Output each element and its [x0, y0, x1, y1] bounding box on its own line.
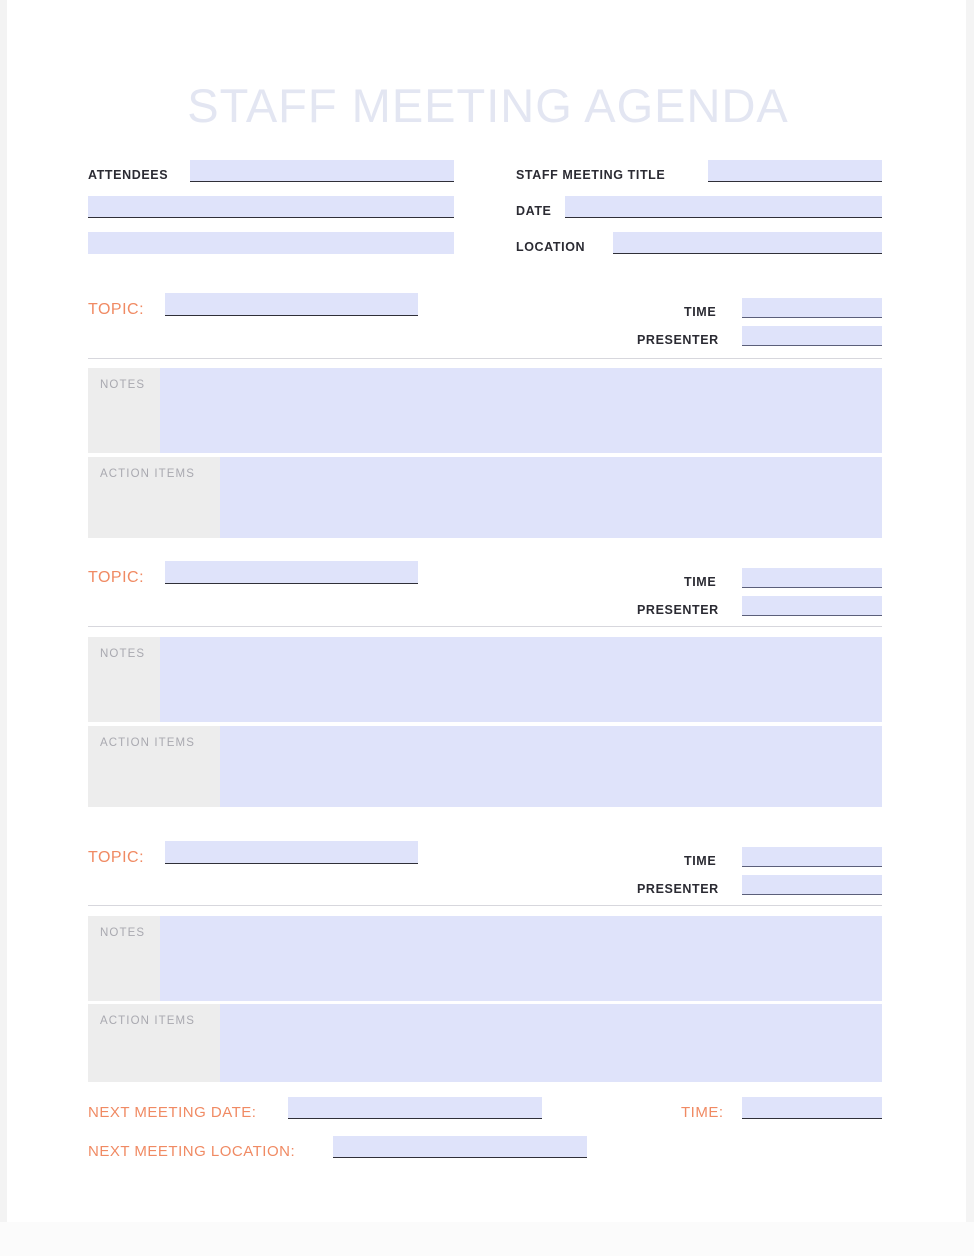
- location-label: LOCATION: [516, 240, 586, 254]
- topic-3-time-label: TIME: [684, 854, 717, 868]
- topic-3-time-input[interactable]: [742, 847, 882, 867]
- attendees-input-2[interactable]: [88, 196, 454, 218]
- topic-2-presenter-input[interactable]: [742, 596, 882, 616]
- topic-2-time-label: TIME: [684, 575, 717, 589]
- next-meeting-location-label: NEXT MEETING LOCATION:: [88, 1143, 296, 1160]
- topic-1-time-input[interactable]: [742, 298, 882, 318]
- next-meeting-date-label: NEXT MEETING DATE:: [88, 1104, 257, 1121]
- topic-3-label: TOPIC:: [88, 849, 145, 866]
- topic-3-divider: [88, 905, 882, 906]
- topic-3-presenter-input[interactable]: [742, 875, 882, 895]
- attendees-input-3[interactable]: [88, 232, 454, 254]
- topic-3-notes-label: NOTES: [100, 927, 146, 939]
- topic-2-divider: [88, 626, 882, 627]
- page-title: STAFF MEETING AGENDA: [187, 79, 789, 132]
- attendees-label: ATTENDEES: [88, 168, 169, 182]
- topic-2-time-input[interactable]: [742, 568, 882, 588]
- topic-2-notes-block[interactable]: [88, 637, 882, 722]
- topic-2-notes-label: NOTES: [100, 648, 146, 660]
- topic-1-action-items-block[interactable]: [88, 457, 882, 538]
- location-input[interactable]: [613, 232, 882, 254]
- date-input[interactable]: [565, 196, 882, 218]
- topic-1-notes-block[interactable]: [88, 368, 882, 453]
- topic-3-input[interactable]: [165, 841, 418, 864]
- topic-3-action-items-block[interactable]: [88, 1004, 882, 1082]
- attendees-input-1[interactable]: [190, 160, 454, 182]
- topic-3-notes-block[interactable]: [88, 916, 882, 1001]
- topic-1-time-label: TIME: [684, 305, 717, 319]
- next-meeting-time-label: TIME:: [681, 1104, 724, 1121]
- topic-2-label: TOPIC:: [88, 569, 145, 586]
- staff-meeting-title-input[interactable]: [708, 160, 882, 182]
- staff-meeting-title-label: STAFF MEETING TITLE: [516, 168, 666, 182]
- topic-1-presenter-input[interactable]: [742, 326, 882, 346]
- topic-3-action-items-label: ACTION ITEMS: [100, 1015, 195, 1027]
- topic-2-presenter-label: PRESENTER: [637, 603, 719, 617]
- topic-1-action-items-label: ACTION ITEMS: [100, 468, 195, 480]
- topic-3-presenter-label: PRESENTER: [637, 882, 719, 896]
- topic-2-input[interactable]: [165, 561, 418, 584]
- topic-1-divider: [88, 358, 882, 359]
- topic-2-action-items-label: ACTION ITEMS: [100, 737, 195, 749]
- topic-1-presenter-label: PRESENTER: [637, 333, 719, 347]
- topic-1-notes-label: NOTES: [100, 379, 146, 391]
- page-bottom-margin: [0, 1222, 974, 1256]
- page-left-margin: [0, 0, 7, 1256]
- next-meeting-date-input[interactable]: [288, 1097, 542, 1119]
- page-right-margin: [966, 0, 974, 1256]
- next-meeting-location-input[interactable]: [333, 1136, 587, 1158]
- topic-2-action-items-block[interactable]: [88, 726, 882, 807]
- topic-1-input[interactable]: [165, 293, 418, 316]
- next-meeting-time-input[interactable]: [742, 1097, 882, 1119]
- topic-1-label: TOPIC:: [88, 301, 145, 318]
- date-label: DATE: [516, 204, 552, 218]
